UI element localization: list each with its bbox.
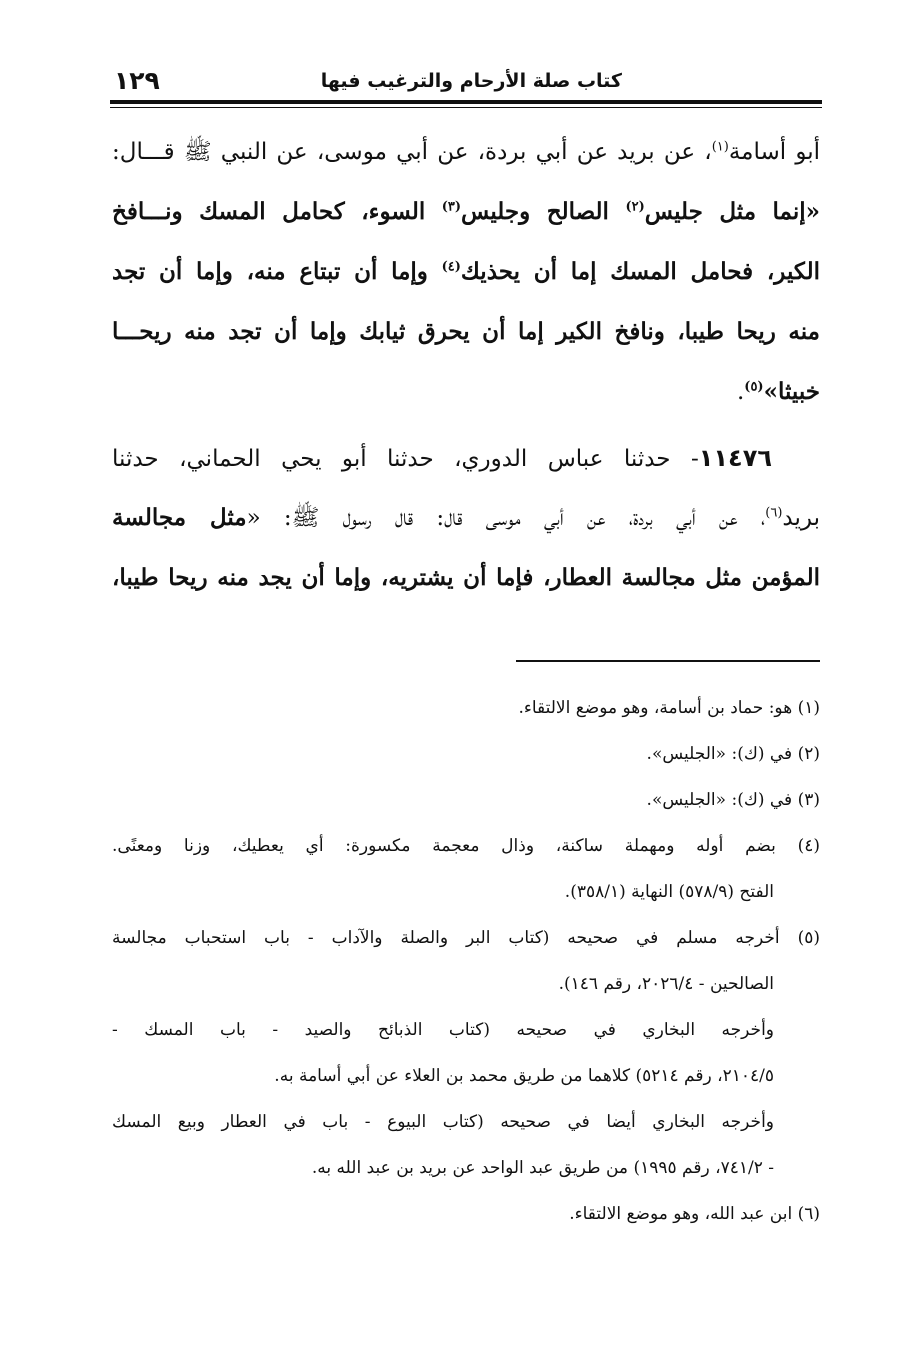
- footnote-2: (٢) في (ك): «الجليس».: [646, 744, 820, 764]
- footnote-ref-1[interactable]: (١): [711, 139, 729, 155]
- header-rule-thin: [110, 107, 822, 108]
- hadith-number: ١١٤٧٦: [698, 444, 772, 472]
- footnote-3: (٣) في (ك): «الجليس».: [646, 790, 820, 810]
- hadith-1476-line: ١١٤٧٦- حدثنا عباس الدوري، حدثنا أبو يحي الحماني، حدثنا: [112, 444, 772, 472]
- footnote-5: (٥) أخرجه مسلم في صحيحه (كتاب البر والصلة والآداب - باب استحباب مجالسة: [112, 928, 820, 948]
- footnote-5-cont: الصالحين - ٢٠٢٦/٤، رقم ١٤٦).: [558, 974, 774, 994]
- main-text: [112, 122, 820, 608]
- footnote-5-bukhari-2-cont: - ٧٤١/٢، رقم ١٩٩٥) من طريق عبد الواحد عن بريد بن عبد الله به.: [311, 1158, 774, 1178]
- footnote-6: (٦) ابن عبد الله، وهو موضع الالتقاء.: [569, 1204, 820, 1224]
- text-line-1: أبو أسامة$^{(١)}$، عن بريد عن أبي بردة، عن أبي موسى، عن النبي ﷺ قـــال:: [112, 139, 820, 165]
- footnote-4: (٤) بضم أوله ومهملة ساكنة، وذال معجمة مكسورة: أي يعطيك، وزنا ومعنًى.: [112, 836, 820, 856]
- footnote-ref-5[interactable]: (٥): [744, 379, 764, 395]
- text-line-8: المؤمن مثل مجالسة العطار، فإما أن يشتريه، وإما أن يجد منه ريحا طيبا،: [112, 564, 820, 591]
- text-line-4: منه ريحا طيبا، ونافخ الكير إما أن يحرق ثيابك وإما أن تجد منه ريحـــا: [112, 318, 820, 345]
- footnote-separator: [516, 660, 820, 662]
- footnotes: [112, 688, 820, 1240]
- running-title: كتاب صلة الأرحام والترغيب فيها: [320, 70, 622, 92]
- header-rule-thick: [110, 100, 822, 104]
- footnote-5-bukhari-1-cont: ٢١٠٤/٥، رقم ٥٢١٤) كلاهما من طريق محمد بن العلاء عن أبي أسامة به.: [274, 1066, 774, 1086]
- text-line-2: «إنما مثل جليس$^{(٢)}$ الصالح وجليس$^{(٣)}$ السوء، كحامل المسك ونـــافخ: [112, 198, 820, 225]
- text-line-3: الكير، فحامل المسك إما أن يحذيك$^{(٤)}$ وإما أن تبتاع منه، وإما أن تجد: [112, 258, 820, 285]
- page-number: ١٢٩: [114, 66, 160, 95]
- text-line-5: خبيثا»$^{(٥)}$.: [736, 378, 820, 405]
- footnote-5-bukhari-1: وأخرجه البخاري في صحيحه (كتاب الذبائح والصيد - باب المسك -: [112, 1020, 774, 1040]
- footnote-ref-3[interactable]: (٣): [441, 199, 462, 215]
- footnote-1: (١) هو: حماد بن أسامة، وهو موضع الالتقاء.: [518, 698, 820, 718]
- footnote-ref-4[interactable]: (٤): [441, 259, 461, 275]
- text-line-7: بريد$^{(٦)}$، عن أبي بردة، عن أبي موسى قال: قال رسول ﷺ: «مثل مجالسة: [112, 504, 820, 531]
- page-header: [110, 66, 822, 100]
- footnote-ref-6[interactable]: (٦): [765, 505, 783, 521]
- footnote-ref-2[interactable]: (٢): [625, 199, 645, 215]
- footnote-4-cont: الفتح (٥٧٨/٩) النهاية (٣٥٨/١).: [564, 882, 774, 902]
- footnote-5-bukhari-2: وأخرجه البخاري أيضا في صحيحه (كتاب البيوع - باب في العطار وبيع المسك: [112, 1112, 774, 1132]
